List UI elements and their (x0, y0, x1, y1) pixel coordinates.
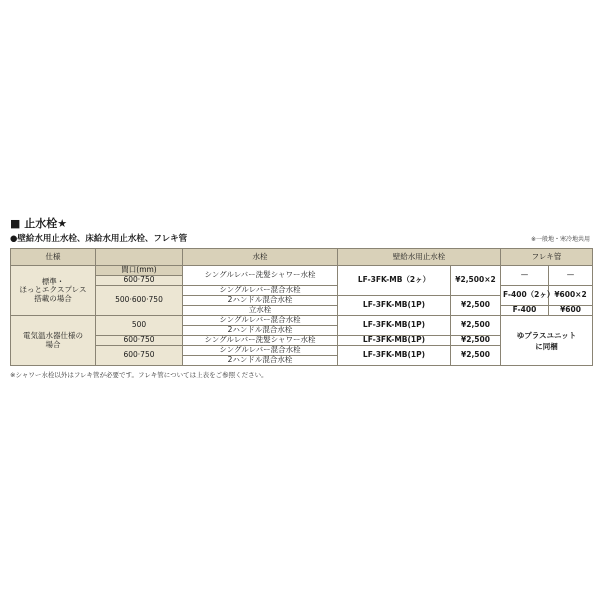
group-electric-label: 電気温水器仕様の 場合 (11, 316, 96, 366)
price-cell: ¥2,500×2 (451, 266, 501, 296)
model-cell: LF-3FK-MB(1P) (338, 316, 451, 336)
model-cell: LF-3FK-MB（2ヶ） (338, 266, 451, 296)
section-subtitle: ●壁給水用止水栓、床給水用止水栓、フレキ管 (10, 234, 188, 244)
footnote: ※シャワー水栓以外はフレキ管が必要です。フレキ管については上表をご参照ください。 (10, 371, 268, 379)
header-shisuisen: 壁給水用止水栓 (338, 249, 501, 266)
flex-cell: — (501, 266, 549, 286)
maguchi-cell: 500·600·750 (96, 286, 183, 316)
price-cell: ¥2,500 (451, 346, 501, 366)
faucet-cell: 2ハンドル混合水栓 (183, 326, 338, 336)
price-cell: ¥2,500 (451, 336, 501, 346)
faucet-cell: 2ハンドル混合水栓 (183, 356, 338, 366)
stop-valve-table (10, 248, 593, 366)
faucet-cell: シングルレバー混合水栓 (183, 346, 338, 356)
maguchi-cell: 600·750 (96, 336, 183, 346)
table-row (11, 316, 593, 326)
flex-cell: F-400（2ヶ） (501, 286, 549, 306)
header-shiyo: 仕様 (11, 249, 96, 266)
header-maguchi: 間口(mm) (96, 266, 183, 276)
model-cell: LF-3FK-MB(1P) (338, 296, 451, 316)
group-standard-label: 標準・ ほっとエクスプレス 搭載の場合 (11, 266, 96, 316)
maguchi-cell: 600·750 (96, 346, 183, 366)
faucet-cell: シングルレバー混合水栓 (183, 316, 338, 326)
price-cell: ¥2,500 (451, 316, 501, 336)
model-cell: LF-3FK-MB(1P) (338, 336, 451, 346)
flex-cell: F-400 (501, 306, 549, 316)
header-furekikan: フレキ管 (501, 249, 593, 266)
faucet-cell: シングルレバー洗髪シャワー水栓 (183, 336, 338, 346)
faucet-cell: 立水栓 (183, 306, 338, 316)
faucet-cell: 2ハンドル混合水栓 (183, 296, 338, 306)
table-row (11, 286, 593, 296)
region-note: ※一般地・寒冷地共用 (530, 236, 590, 243)
maguchi-cell: 500 (96, 316, 183, 336)
price-cell: ¥2,500 (451, 296, 501, 316)
section-title: ■ 止水栓★ (10, 217, 68, 230)
flex-price-cell: — (549, 266, 593, 286)
flex-price-cell: ¥600 (549, 306, 593, 316)
maguchi-cell: 600·750 (96, 276, 183, 286)
model-cell: LF-3FK-MB(1P) (338, 346, 451, 366)
table-row (11, 266, 593, 276)
faucet-cell: シングルレバー混合水栓 (183, 286, 338, 296)
faucet-cell: シングルレバー洗髪シャワー水栓 (183, 266, 338, 286)
flex-price-cell: ¥600×2 (549, 286, 593, 306)
yu-plus-cell: ゆプラスユニット に同梱 (501, 316, 593, 366)
header-blank (96, 249, 183, 266)
header-suisen: 水栓 (183, 249, 338, 266)
